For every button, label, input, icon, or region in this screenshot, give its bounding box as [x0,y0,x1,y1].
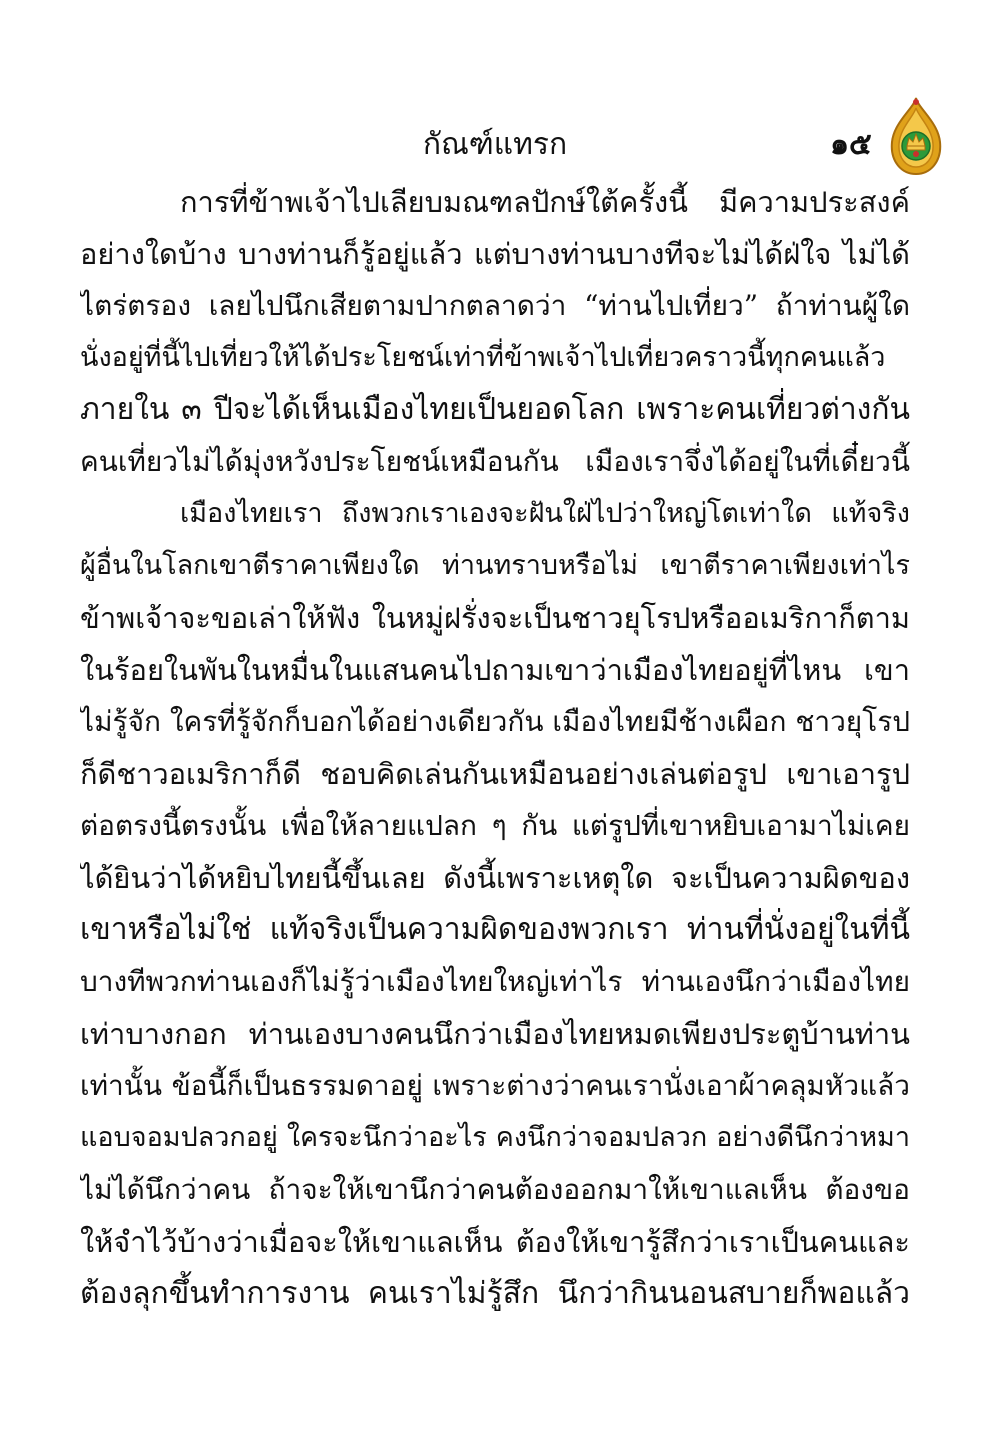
paragraph-line: ได้ยินว่าได้หยิบไทยนี้ขึ้นเลย ดังนี้เพราะเหตุใด จะเป็นความผิดของ [80,861,910,895]
paragraph-line: ต่อตรงนี้ตรงนั้น เพื่อให้ลายแปลก ๆ กัน แต่รูปที่เขาหยิบเอามาไม่เคย [80,809,910,842]
body-text [80,176,910,1320]
paragraph-line: ไม่รู้จัก ใครที่รู้จักก็บอกได้อย่างเดียวกัน เมืองไทยมีช้างเผือก ชาวยุโรป [80,705,910,738]
paragraph-line: การที่ข้าพเจ้าไปเลียบมณฑลปักษ์ใต้ครั้งนี้ มีความประสงค์ [180,185,910,219]
paragraph-line: อย่างใดบ้าง บางท่านก็รู้อยู่แล้ว แต่บางท่านบางทีจะไม่ได้ฝ่ใจ ไม่ได้ [80,237,910,271]
paragraph-line: ภายใน ๓ ปีจะได้เห็นเมืองไทยเป็นยอดโลก เพราะคนเที่ยวต่างกัน [80,392,910,427]
paragraph-line: เท่าบางกอก ท่านเองบางคนนึกว่าเมืองไทยหมดเพียงประตูบ้านท่าน [80,1017,910,1051]
paragraph-line: เขาหรือไม่ใช่ แท้จริงเป็นความผิดของพวกเรา ท่านที่นั่งอยู่ในที่นี้ [80,912,910,947]
paragraph-line: เท่านั้น ข้อนี้ก็เป็นธรรมดาอยู่ เพราะต่างว่าคนเรานั่งเอาผ้าคลุมหัวแล้ว [80,1069,910,1102]
paragraph-line: ผู้อื่นในโลกเขาตีราคาเพียงใด ท่านทราบหรือไม่ เขาตีราคาเพียงเท่าไร [80,550,910,581]
paragraph-line: ไตร่ตรอง เลยไปนึกเสียตามปากตลาดว่า “ท่านไปเที่ยว” ถ้าท่านผู้ใด [80,289,910,322]
paragraph-line: ก็ดีชาวอเมริกาก็ดี ชอบคิดเล่นกันเหมือนอย่างเล่นต่อรูป เขาเอารูป [80,757,910,791]
paragraph-line: แอบจอมปลวกอยู่ ใครจะนึกว่าอะไร คงนึกว่าจอมปลวก อย่างดีนึกว่าหมา [80,1122,910,1153]
page-header [0,122,990,168]
paragraph-line: ต้องลุกขึ้นทำการงาน คนเราไม่รู้สึก นึกว่ากินนอนสบายก็พอแล้ว [80,1276,910,1311]
page-number: ๑๕ [830,127,872,162]
paragraph-line: ไม่ได้นึกว่าคน ถ้าจะให้เขานึกว่าคนต้องออกมาให้เขาแลเห็น ต้องขอ [80,1173,910,1206]
paragraph-line: ให้จำไว้บ้างว่าเมื่อจะให้เขาแลเห็น ต้องให้เขารู้สึกว่าเราเป็นคนและ [80,1225,910,1259]
paragraph-line: ในร้อยในพันในหมื่นในแสนคนไปถามเขาว่าเมืองไทยอยู่ที่ไหน เขา [80,653,910,687]
paragraph-line: บางทีพวกท่านเองก็ไม่รู้ว่าเมืองไทยใหญ่เท่าไร ท่านเองนึกว่าเมืองไทย [80,965,910,998]
paragraph-line: เมืองไทยเรา ถึงพวกเราเองจะฝันใฝ่ไปว่าใหญ่โตเท่าใด แท้จริง [180,498,910,529]
page-title: กัณฑ์แทรก [422,127,568,162]
crown-emblem-icon [888,96,944,178]
paragraph-line: นั่งอยู่ที่นี้ไปเที่ยวให้ได้ประโยชน์เท่าที่ข้าพเจ้าไปเที่ยวคราวนี้ทุกคนแล้ว [80,342,886,373]
paragraph-line: ข้าพเจ้าจะขอเล่าให้ฟัง ในหมู่ฝรั่งจะเป็นชาวยุโรปหรืออเมริกาก็ตาม [80,601,910,635]
paragraph-line: คนเที่ยวไม่ได้มุ่งหวังประโยชน์เหมือนกัน เมืองเราจึ่งได้อยู่ในที่เดี๋ยวนี้ [80,445,910,478]
